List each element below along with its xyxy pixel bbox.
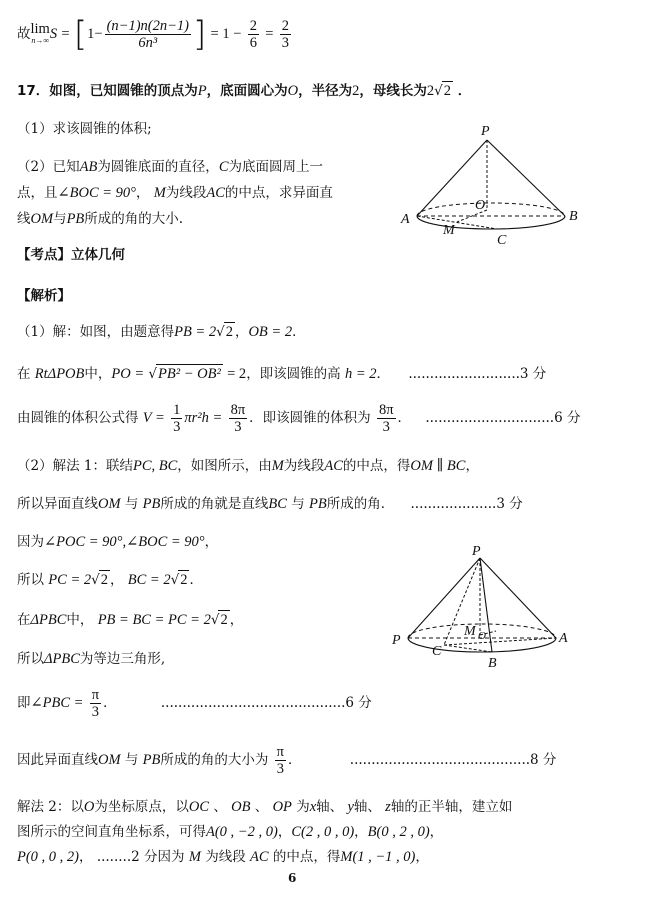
kaodian-heading: 【考点】立体几何 [17, 247, 125, 263]
jiexi-heading: 【解析】 [17, 288, 71, 304]
solution-1-line-1: （1）解：如图，由题意得PB = 2√2 ，OB = 2． [17, 324, 306, 340]
fig1-label-M: M [443, 223, 455, 238]
method-2-line-3: P(0 , 0 , 2)， ........2 分因为 M 为线段 AC 的中点，得M(1 , −1 , 0)， [17, 849, 429, 865]
score-3-a: 3 分 [519, 366, 547, 382]
lim-operator: lim n→∞ [30, 20, 50, 45]
solution-2-line-8: 因此异面直线OM 与 PB所成的角的大小为 $\frac{\pi}{3}$ ． ..........................................8 分 [17, 744, 557, 777]
fig2-label-O: O [478, 630, 486, 642]
fraction-volume-2: $\frac{8\pi}{3}$ [378, 402, 394, 435]
left-bracket: [ [73, 14, 88, 55]
question-part-2-line-3: 线OM与PB所成的角的大小. [17, 211, 184, 227]
fig1-label-C: C [497, 233, 507, 248]
limit-line: 故lim n→∞ S = [1− $\frac{(n-1)n(2n-1)}{\text{6n³}}$ ] = 1 − $\frac{2}{6}$ = $\frac{2}{3}$ [17, 14, 289, 55]
fig2-label-B: B [488, 656, 497, 671]
method-2-line-2: 图所示的空间直角坐标系，可得A(0 , −2 , 0)，C(2 , 0 , 0)，B(0 , 2 , 0)， [17, 824, 444, 840]
fraction-pi-3-a: $\frac{\pi}{3}$ [91, 687, 100, 720]
cone-figure-1 [395, 122, 590, 252]
fig2-label-M: M [464, 624, 476, 639]
cone-figure-2 [388, 543, 580, 673]
fraction-3: $\frac{2}{3}$ [281, 18, 289, 51]
fig1-label-A: A [401, 212, 410, 227]
fig2-label-A: A [559, 631, 568, 646]
solution-2-line-2: 所以异面直线OM 与 PB所成的角就是直线BC 与 PB所成的角． ....................3 分 [17, 496, 523, 512]
fig2-label-P-left: P [392, 633, 401, 648]
right-bracket: ] [192, 14, 207, 55]
question-17: 17．如图，已知圆锥的顶点为P，底面圆心为O，半径为2，母线长为2√2 ． [17, 83, 472, 99]
question-part-2-line-1: （2）已知AB为圆锥底面的直径，C为底面圆周上一 [17, 159, 323, 175]
fig2-label-C: C [432, 644, 442, 659]
method-2-line-1: 解法 2：以O为坐标原点，以OC 、 OB 、 OP 为x轴、 y轴、 z轴的正半轴，建立如 [17, 799, 513, 815]
score-6-a: 6 分 [554, 410, 581, 426]
fig1-label-B: B [569, 209, 578, 224]
fig1-base-back [417, 203, 565, 216]
fig2-label-P-top: P [472, 544, 481, 559]
fraction-2: $\frac{2}{6}$ [249, 18, 257, 51]
score-8: 8 分 [530, 752, 557, 768]
fig1-label-O: O [475, 198, 486, 213]
fraction-1: $\frac{(n-1)n(2n-1)}{\text{6n³}}$ [106, 18, 189, 51]
solution-2-line-3: 因为∠POC = 90°,∠BOC = 90°， [17, 534, 219, 550]
solution-2-line-6: 所以ΔPBC为等边三角形, [17, 651, 166, 667]
solution-1-line-3: 由圆锥的体积公式得 V = $\frac{1}{3}$ πr²h = $\frac{8\pi}{3}$ ．即该圆锥的体积为 $\frac{8\pi}{3}$ ． ..............................6 分 [17, 402, 581, 435]
solution-1-line-2: 在 RtΔPOB中，PO = √PB² − OB² = 2，即该圆锥的高 h = 2． ..........................3 分 [17, 366, 547, 382]
page-number: 6 [288, 871, 297, 885]
l1-prefix: 故 [17, 26, 31, 42]
fig1-base-front [417, 216, 565, 229]
question-part-2-line-2: 点，且∠BOC = 90°， M为线段AC的中点，求异面直 [17, 185, 333, 201]
solution-2-line-1: （2）解法 1：联结PC, BC，如图所示，由M为线段AC的中点，得OM ∥ BC， [17, 458, 479, 474]
fraction-volume: $\frac{8\pi}{3}$ [230, 402, 246, 435]
score-3-b: 3 分 [496, 496, 523, 512]
fraction-pi-3-b: $\frac{\pi}{3}$ [276, 744, 284, 777]
fraction-one-third: $\frac{1}{3}$ [173, 402, 181, 435]
solution-2-line-7: 即∠PBC = $\frac{\pi}{3}$ ． ...........................................6 分 [17, 687, 372, 720]
score-6-b: 6 分 [345, 695, 372, 711]
fig1-edge-PB [487, 140, 565, 216]
solution-2-line-5: 在ΔPBC中， PB = BC = PC = 2√2 ， [17, 612, 244, 628]
solution-2-line-4: 所以 PC = 2√2 ， BC = 2√2 ． [17, 572, 203, 588]
fig2-line-CA [444, 638, 556, 645]
question-part-1: （1）求该圆锥的体积; [17, 121, 152, 137]
fig1-label-P: P [481, 124, 490, 139]
